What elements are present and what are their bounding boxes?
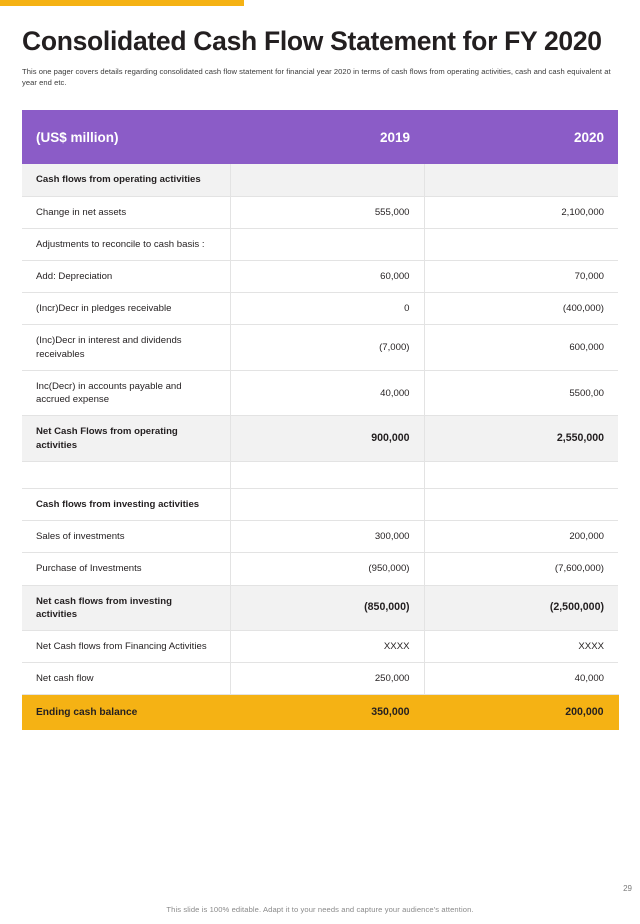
row-label: Sales of investments — [22, 521, 230, 553]
row-value-2020: 2,550,000 — [424, 416, 618, 461]
row-value-2019: 60,000 — [230, 260, 424, 292]
row-label: Cash flows from investing activities — [22, 488, 230, 520]
table-row — [22, 260, 618, 292]
row-value-2019: 350,000 — [230, 695, 424, 730]
table-body — [22, 164, 618, 730]
row-value-2020: 200,000 — [424, 695, 618, 730]
column-header-2020: 2020 — [424, 110, 618, 164]
row-value-2019 — [230, 488, 424, 520]
row-value-2019 — [230, 461, 424, 488]
column-header-2019: 2019 — [230, 110, 424, 164]
row-value-2019: 900,000 — [230, 416, 424, 461]
row-value-2020: 200,000 — [424, 521, 618, 553]
table-row — [22, 196, 618, 228]
row-label: Cash flows from operating activities — [22, 164, 230, 196]
row-label: Net cash flows from investing activities — [22, 585, 230, 630]
row-value-2020: 2,100,000 — [424, 196, 618, 228]
table-row — [22, 325, 618, 370]
table-row — [22, 585, 618, 630]
table-row — [22, 293, 618, 325]
row-label: Net Cash Flows from operating activities — [22, 416, 230, 461]
row-value-2019: 250,000 — [230, 663, 424, 695]
table-row — [22, 228, 618, 260]
table-row — [22, 631, 618, 663]
row-label: (Incr)Decr in pledges receivable — [22, 293, 230, 325]
table-header-row — [22, 110, 618, 164]
cash-flow-table — [22, 110, 619, 730]
table-row — [22, 416, 618, 461]
row-value-2020 — [424, 164, 618, 196]
table-row — [22, 663, 618, 695]
table-row — [22, 553, 618, 585]
column-header-metric: (US$ million) — [22, 110, 230, 164]
row-value-2020: (400,000) — [424, 293, 618, 325]
top-accent-bar — [0, 0, 244, 6]
row-label: Adjustments to reconcile to cash basis : — [22, 228, 230, 260]
row-value-2019: (850,000) — [230, 585, 424, 630]
row-value-2019 — [230, 228, 424, 260]
row-value-2020 — [424, 488, 618, 520]
row-value-2019: 40,000 — [230, 370, 424, 415]
row-label: Change in net assets — [22, 196, 230, 228]
page-title: Consolidated Cash Flow Statement for FY 2020 — [22, 26, 602, 56]
row-value-2020 — [424, 461, 618, 488]
row-value-2019: (7,000) — [230, 325, 424, 370]
table-row — [22, 695, 618, 730]
row-label: Net Cash flows from Financing Activities — [22, 631, 230, 663]
table-row — [22, 461, 618, 488]
row-label: Net cash flow — [22, 663, 230, 695]
row-value-2019: 0 — [230, 293, 424, 325]
row-value-2019: 555,000 — [230, 196, 424, 228]
row-value-2020: (7,600,000) — [424, 553, 618, 585]
row-value-2020: 70,000 — [424, 260, 618, 292]
row-label: Ending cash balance — [22, 695, 230, 730]
row-value-2020: 5500,00 — [424, 370, 618, 415]
page-number: 29 — [623, 884, 632, 893]
row-value-2019: (950,000) — [230, 553, 424, 585]
row-label — [22, 461, 230, 488]
row-label: Add: Depreciation — [22, 260, 230, 292]
row-label: Inc(Decr) in accounts payable and accrued expense — [22, 370, 230, 415]
row-value-2019 — [230, 164, 424, 196]
page-subtitle: This one pager covers details regarding consolidated cash flow statement for financial year 2020 in terms of cash flows from operating activities, cash and cash equivalent at year end etc. — [22, 67, 611, 88]
row-value-2019: 300,000 — [230, 521, 424, 553]
row-value-2020: XXXX — [424, 631, 618, 663]
table-row — [22, 521, 618, 553]
row-value-2020 — [424, 228, 618, 260]
row-value-2020: 600,000 — [424, 325, 618, 370]
table-row — [22, 164, 618, 196]
table-row — [22, 488, 618, 520]
row-label: (Inc)Decr in interest and dividends receivables — [22, 325, 230, 370]
table-row — [22, 370, 618, 415]
table-header — [22, 110, 618, 164]
footer-note: This slide is 100% editable. Adapt it to your needs and capture your audience's attention. — [166, 905, 474, 914]
row-value-2019: XXXX — [230, 631, 424, 663]
row-label: Purchase of Investments — [22, 553, 230, 585]
row-value-2020: 40,000 — [424, 663, 618, 695]
row-value-2020: (2,500,000) — [424, 585, 618, 630]
